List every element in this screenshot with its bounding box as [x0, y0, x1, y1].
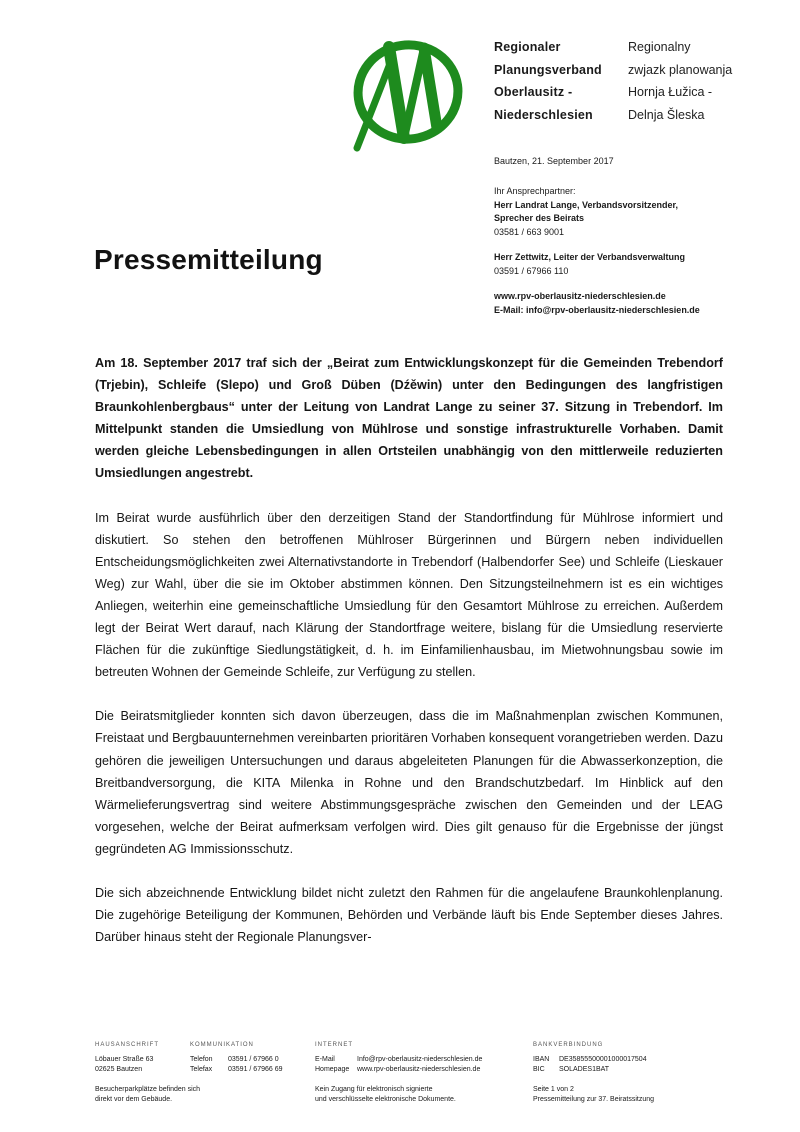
- org-name-de-line: Planungsverband: [494, 62, 602, 77]
- paragraph-lead: Am 18. September 2017 traf sich der „Beirat zum Entwicklungskonzept für die Gemeinden Trebendorf (Trjebin), Schleife (Slepo) und Groß Düben (Dźěwin) unter den Bedingungen des langfristigen Braunkohlenbergbaus“ unter der Leitung von Landrat Lange zu seiner 37. Sitzung in Trebendorf. Im Mittelpunkt standen die Umsiedlung von Mühlrose und sonstige infrastrukturelle Vorhaben. Damit werden gleiche Lebensbedingungen in allen Ortsteilen unabhängig von den mittlerweile reduzierten Umsiedlungen angestrebt.: [95, 356, 723, 481]
- footer-kommunikation: [190, 1040, 283, 1076]
- footer-telefon-label: Telefon: [190, 1055, 213, 1063]
- contact-person2-name: Herr Zettwitz, Leiter der Verbandsverwaltung: [494, 252, 686, 262]
- contact-website: www.rpv-oberlausitz-niederschlesien.de: [494, 291, 666, 301]
- paragraph: Die Beiratsmitglieder konnten sich davon überzeugen, dass die im Maßnahmenplan zwischen Kommunen, Freistaat und Bergbauunternehmen vereinbarten prioritären Vorhaben konsequent vorangetrieben werden. Dazu gehören die jeweiligen Untersuchungen und daraus abgeleiteten Planungen für die Abwasserkonzeption, die Breitbandversorgung, die KITA Milenka in Rohne und den Brandschutzbedarf. Im Hinblick auf den Wärmelieferungsvertrag sind weitere Abstimmungsgespräche zwischen den Gemeinden und der LEAG vorgesehen, welche der Beirat aufmerksam verfolgen wird. Dies gilt genauso für die Ergebnisse der jüngst gegründeten AG Immissionsschutz.: [95, 709, 723, 856]
- footer-bic-label: BIC: [533, 1066, 545, 1073]
- contact-email: E-Mail: info@rpv-oberlausitz-niederschlesien.de: [494, 304, 700, 315]
- footer-iban-label: IBAN: [533, 1055, 550, 1063]
- footer-email-row: [315, 1055, 482, 1066]
- org-name-de-line: Regionaler: [494, 40, 561, 54]
- contact-intro: Ihr Ansprechpartner:: [494, 186, 576, 196]
- paragraph: Im Beirat wurde ausführlich über den derzeitigen Stand der Standortfindung für Mühlrose informiert und diskutiert. So stehen den betroffenen Mühlroser Bürgerinnen und Bürgern neben individuellen Entscheidungsmöglichkeiten zwei Alternativstandorte in Trebendorf (Halbendorfer See) und Schleife (Lieskauer Weg) zur Wahl, über die sie im Oktober abstimmen können. Den Sitzungsteilnehmern ist es ein wichtiges Anliegen, weiterhin eine gemeinschaftliche Umsiedlung für den Gesamtort Mühlrose zu erreichen. Außerdem legt der Beirat Wert darauf, nach Klärung der Standortfrage weitere, bislang für die Umsiedlung reservierte Flächen für die zukünftige Siedlungstätigkeit, d. h. im Einfamilienhausbau, im Mietwohnungsbau sowie im betreuten Wohnen der Gemeinde Schleife, zur Verfügung zu stellen.: [95, 510, 723, 680]
- footer-telefax-value: 03591 / 67966 69: [228, 1066, 283, 1073]
- footer-street: Löbauer Straße 63: [95, 1055, 154, 1063]
- footer-city: 02625 Bautzen: [95, 1066, 143, 1073]
- footer-hausanschrift-header: HAUSANSCHRIFT: [95, 1042, 160, 1048]
- footer-email-value: Info@rpv-oberlausitz-niederschlesien.de: [357, 1055, 483, 1063]
- footer-doc-title: Pressemitteilung zur 37. Beiratssitzung: [533, 1096, 654, 1103]
- footer-kommunikation-header: KOMMUNIKATION: [190, 1042, 254, 1048]
- rpv-brush-w-logo-icon: [346, 27, 470, 155]
- footer-bic-row: [533, 1065, 654, 1076]
- contact-person1-name: Herr Landrat Lange, Verbandsvorsitzender,: [494, 199, 679, 210]
- footer-telefon-row: [190, 1055, 283, 1066]
- footer-telefax-row: [190, 1065, 283, 1076]
- footer-parking-note: direkt vor dem Gebäude.: [95, 1096, 173, 1103]
- org-name-de-line: Oberlausitz -: [494, 85, 573, 100]
- footer-internet-header: INTERNET: [315, 1042, 353, 1048]
- footer-telefax-label: Telefax: [190, 1066, 213, 1073]
- footer-iban-row: [533, 1055, 654, 1066]
- org-name-de-line: Niederschlesien: [494, 107, 593, 122]
- contact-person2-phone: 03591 / 67966 110: [494, 265, 569, 276]
- org-name-hsb-line: Delnja Šleska: [628, 107, 705, 122]
- footer-hausanschrift: [95, 1040, 200, 1106]
- org-name-german: [494, 36, 602, 126]
- footer-parking-note: Besucherparkplätze befinden sich: [95, 1085, 201, 1093]
- footer-iban-value: DE35855500001000017504: [559, 1055, 647, 1063]
- dateline: Bautzen, 21. September 2017: [494, 156, 614, 166]
- footer-signature-note: und verschlüsselte elektronische Dokumente.: [315, 1096, 456, 1103]
- footer-bankverbindung-header: BANKVERBINDUNG: [533, 1042, 604, 1048]
- contact-person1-phone: 03581 / 663 9001: [494, 226, 565, 237]
- footer-bic-value: SOLADES1BAT: [559, 1066, 610, 1073]
- footer-signature-note: Kein Zugang für elektronisch signierte: [315, 1085, 433, 1093]
- contact-block: [494, 185, 730, 317]
- footer-telefon-value: 03591 / 67966 0: [228, 1055, 279, 1063]
- body-text: [95, 352, 723, 970]
- footer-internet: [315, 1040, 482, 1106]
- footer-homepage-label: Homepage: [315, 1066, 350, 1073]
- footer-email-label: E-Mail: [315, 1055, 335, 1063]
- footer-homepage-row: [315, 1065, 482, 1076]
- org-name-hsb-line: Regionalny: [628, 40, 691, 54]
- paragraph: Die sich abzeichnende Entwicklung bildet nicht zuletzt den Rahmen für die angelaufene Braunkohlenplanung. Die zugehörige Beteiligung der Kommunen, Behörden und Verbände läuft bis Ende September dieses Jahres. Darüber hinaus steht der Regionale Planungsver-: [95, 885, 723, 945]
- org-name-hsb-line: Hornja Łužica -: [628, 85, 713, 100]
- org-name-sorbian: [628, 36, 732, 126]
- page-title: Pressemitteilung: [94, 244, 323, 275]
- contact-person1-role: Sprecher des Beirats: [494, 213, 585, 223]
- footer-bankverbindung: [533, 1040, 654, 1106]
- org-name-hsb-line: zwjazk planowanja: [628, 62, 733, 77]
- footer-page-number: Seite 1 von 2: [533, 1085, 574, 1093]
- footer-homepage-value: www.rpv-oberlausitz-niederschlesien.de: [357, 1066, 481, 1073]
